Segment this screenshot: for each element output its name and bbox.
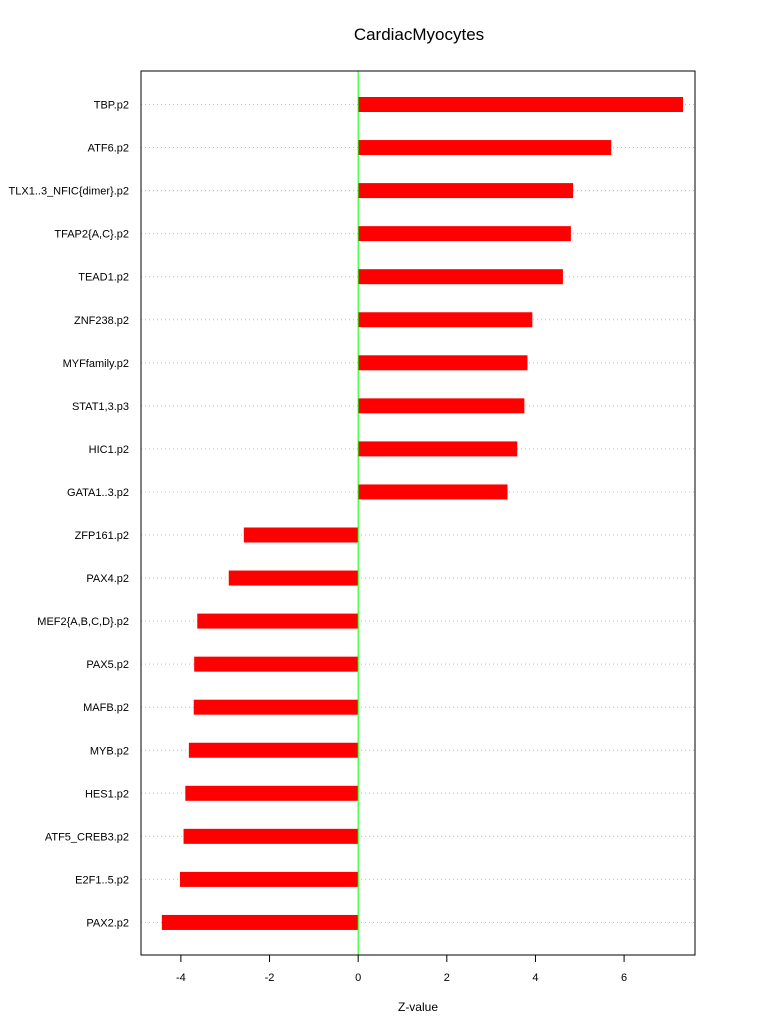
bars: [162, 97, 683, 930]
category-label: MEF2{A,B,C,D}.p2: [37, 616, 129, 629]
category-label: ZFP161.p2: [74, 530, 129, 542]
bar: [358, 269, 563, 284]
category-label: ATF6.p2: [87, 142, 129, 155]
bar: [185, 786, 358, 801]
category-label: GATA1..3.p2: [67, 486, 129, 499]
category-label: TFAP2{A,C}.p2: [54, 228, 129, 241]
x-tick-label: 6: [621, 972, 628, 984]
chart-title: CardiacMyocytes: [353, 25, 485, 44]
category-label: TBP.p2: [93, 99, 129, 112]
x-tick-label: 4: [532, 972, 539, 984]
category-label: TLX1..3_NFIC{dimer}.p2: [8, 185, 129, 198]
category-labels: [9, 100, 129, 930]
bar: [358, 140, 611, 155]
bar: [162, 915, 358, 930]
bar: [358, 484, 507, 499]
plot-frame: [141, 71, 695, 955]
bar: [197, 614, 358, 629]
bar: [358, 441, 517, 456]
category-label: STAT1,3.p3: [71, 400, 129, 413]
bar: [180, 872, 358, 887]
category-label: E2F1..5.p2: [75, 874, 129, 887]
category-label: PAX2.p2: [86, 917, 129, 930]
bar: [194, 657, 358, 672]
bar: [358, 312, 532, 327]
category-label: ZNF238.p2: [73, 314, 129, 327]
category-label: MAFB.p2: [83, 702, 129, 715]
category-label: MYFfamily.p2: [62, 357, 129, 370]
bar: [189, 743, 358, 758]
category-label: MYB.p2: [89, 745, 129, 758]
category-label: HES1.p2: [84, 788, 129, 801]
bar: [358, 355, 527, 370]
bar: [229, 571, 358, 586]
bar: [358, 226, 571, 241]
bar: [194, 700, 358, 715]
bar: [358, 398, 524, 413]
x-tick-label: 0: [355, 972, 362, 984]
x-tick-label: 2: [443, 972, 450, 984]
bar: [358, 97, 683, 112]
category-label: HIC1.p2: [88, 443, 129, 456]
x-tick-label: -2: [264, 972, 275, 984]
category-label: PAX4.p2: [86, 573, 129, 586]
bar: [184, 829, 359, 844]
x-axis: [176, 955, 627, 984]
category-label: PAX5.p2: [86, 659, 129, 672]
bar: [244, 528, 358, 543]
category-label: TEAD1.p2: [78, 271, 129, 284]
x-tick-label: -4: [175, 972, 186, 984]
category-label: ATF5_CREB3.p2: [44, 831, 129, 844]
bar: [358, 183, 573, 198]
x-axis-label: Z-value: [397, 1000, 439, 1014]
